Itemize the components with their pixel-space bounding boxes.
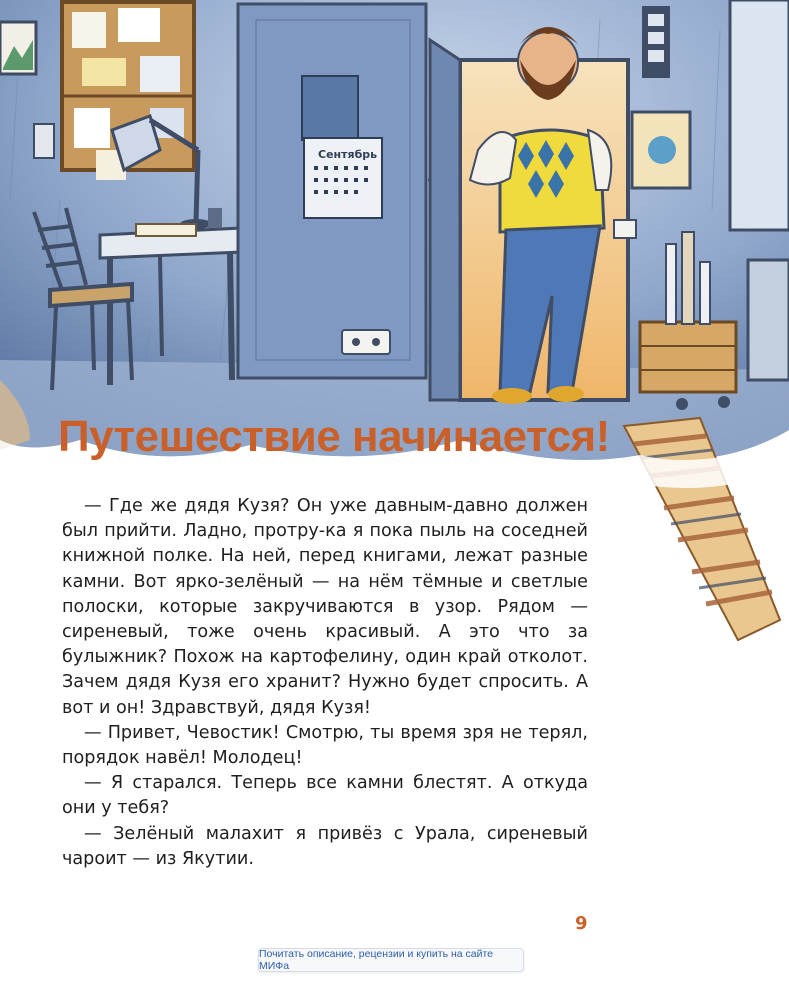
paragraph: — Привет, Чевостик! Смотрю, ты время зря не терял, порядок навёл! Молодец! <box>62 722 588 769</box>
paragraph: — Я старался. Теперь все камни блестят. А откуда они у тебя? <box>62 773 588 819</box>
window <box>730 0 789 230</box>
radiator <box>748 260 789 380</box>
paragraph: — Зелёный малахит я привёз с Урала, сиреневый чароит — из Якутии. <box>62 823 588 869</box>
page-number: 9 <box>575 913 588 934</box>
paragraph: — Где же дядя Кузя? Он уже давным-давно должен был прийти. Ладно, протру-ка я пока пыль на соседней книжной полке. На ней, перед книгами, лежат разные камни. Вот ярко-зелёный — на нём тёмные и светлые полоски, которые закручиваются в узор. Рядом — сиреневый, тоже очень красивый. А это что за булыжник? Похож на картофелину, один край отколот. Зачем дядя Кузя его хранит? Нужно будет спросить. А вот и он! Здравствуй, дядя Кузя! <box>62 496 588 718</box>
story-text <box>62 494 588 872</box>
footer-banner[interactable] <box>258 948 524 972</box>
chapter-title: Путешествие начинается! <box>58 412 610 461</box>
light-switch <box>614 220 636 238</box>
calendar-label: Сентябрь <box>318 148 378 161</box>
footer-link[interactable]: Почитать описание, рецензии и купить на сайте МИФа <box>259 948 494 972</box>
small-picture <box>34 124 54 158</box>
wall-socket <box>342 330 390 354</box>
